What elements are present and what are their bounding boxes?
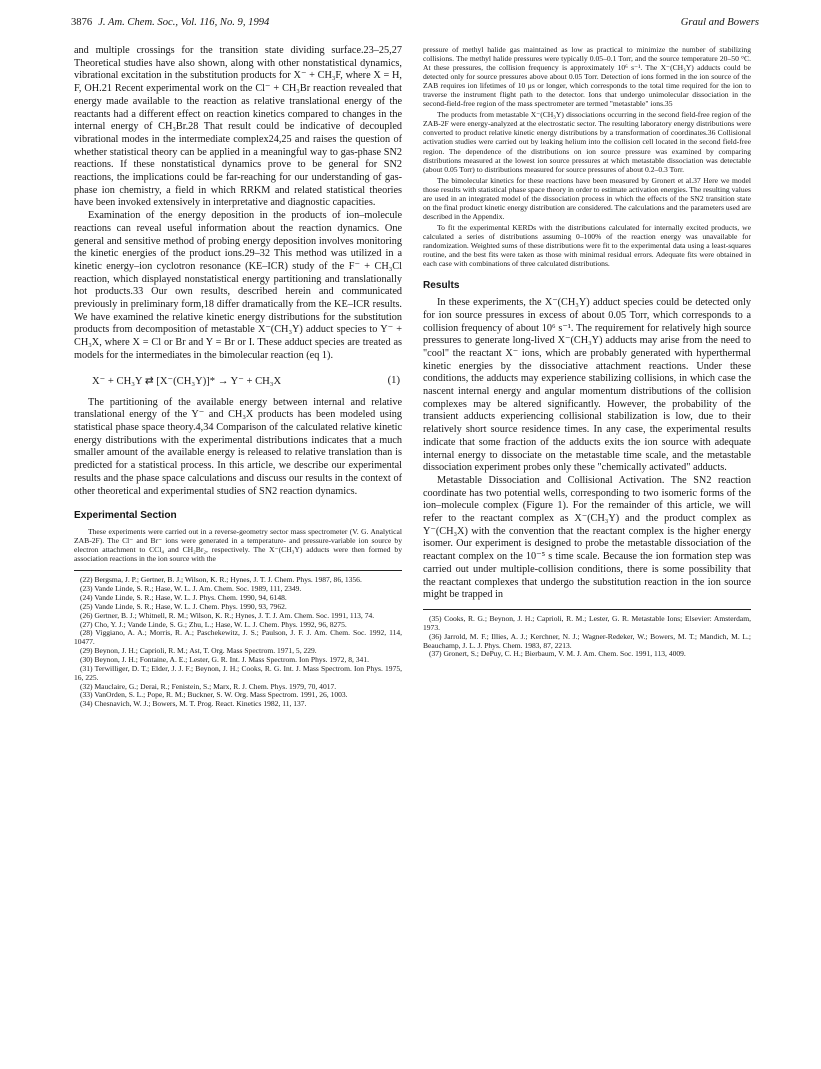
reference-item: (29) Beynon, J. H.; Caprioli, R. M.; Ast, T. Org. Mass Spectrom. 1971, 5, 229. bbox=[80, 646, 317, 656]
running-header bbox=[71, 17, 759, 33]
reference-item: (32) Mauclaire, G.; Derai, R.; Fenistein, S.; Marx, R. J. Chem. Phys. 1979, 70, 4017. bbox=[80, 681, 337, 691]
reference-item: (30) Beynon, J. H.; Fontaine, A. E.; Lester, G. R. Int. J. Mass Spectrom. Ion Phys. 1972, 8, 341. bbox=[80, 654, 369, 664]
equation-1 bbox=[74, 372, 402, 392]
reference-item: (28) Viggiano, A. A.; Morris, R. A.; Paschekewitz, J. S.; Paulson, J. F. J. Am. Chem. Soc. 1992, 114, 10477. bbox=[74, 628, 402, 647]
reference-item: (34) Chesnavich, W. J.; Bowers, M. T. Prog. React. Kinetics 1982, 11, 137. bbox=[80, 699, 307, 709]
experimental-section-heading: Experimental Section bbox=[74, 510, 177, 522]
reference-item: (37) Gronert, S.; DePuy, C. H.; Bierbaum, V. M. J. Am. Chem. Soc. 1991, 113, 4009. bbox=[429, 649, 686, 659]
journal-citation: J. Am. Chem. Soc., Vol. 116, No. 9, 1994 bbox=[98, 17, 270, 28]
page-number: 3876 bbox=[71, 17, 93, 28]
experimental-continued-1: pressure of methyl halide gas maintained as low as practical to minimize the number of stabilizing collisions. The methyl halide pressures were typically 0.05–0.1 Torr, and the source temperature 20–50 °C. At these pressures, the collision frequency is approximately 10⁶ s⁻¹. The X⁻(CH₃Y) adducts could be detected only for source pressures above about 0.05 Torr. Detection of ions formed in the ion source of the ZAB requires ion lifetimes of 10 μs or longer, which corresponds to the total time required for the ion to traverse the instrument flight path to the detector. Ions that undergo unimolecular dissociation in the second-field-free region of the mass spectrometer are termed "metastable" ions.35 bbox=[423, 45, 751, 109]
experimental-paragraph: These experiments were carried out in a reverse-geometry sector mass spectrometer (V. G. Analytical ZAB-2F). The Cl⁻ and Br⁻ ions were generated in a temperature- and pressure-variable ion source by electron attachment to CCl₄ and CH₂Br₂, respectively. The X⁻(CH₃Y) adducts were then formed by association reactions in the ion source with the bbox=[74, 527, 402, 564]
reference-item: (24) Vande Linde, S. R.; Hase, W. L. J. Phys. Chem. 1990, 94, 6148. bbox=[80, 593, 287, 603]
footnote-rule bbox=[74, 570, 402, 571]
reference-item: (23) Vande Linde, S. R.; Hase, W. L. J. Am. Chem. Soc. 1989, 111, 2349. bbox=[80, 584, 302, 594]
header-left bbox=[71, 17, 269, 28]
reference-item: (27) Cho, Y. J.; Vande Linde, S. G.; Zhu, L.; Hase, W. L. J. Chem. Phys. 1992, 96, 8275. bbox=[80, 619, 347, 629]
intro-paragraph-3: The partitioning of the available energy between internal and relative translational energy of the Y⁻ and CH₃X products has been modeled using statistical phase space theory.4,34 Comparison of the calculated relative kinetic energy distributions with the experimental distributions indicates that a much smaller amount of the available energy is released to relative translation than is predicted for a statistical process. In this article, we describe our experimental results and the phase space calculations and discuss our results in the context of other theoretical and experimental studies of SN2 reaction dynamics. bbox=[74, 396, 402, 497]
results-paragraph-2: Metastable Dissociation and Collisional Activation. The SN2 reaction coordinate has two potential wells, corresponding to two isomeric forms of the ion–molecule complex (Figure 1). For the remainder of this article, we will refer to the reactant complex as X⁻(CH₃Y) and the product complex as Y⁻(CH₃X) with the convention that the reactant complex is the higher energy isomer. Our experiment is designed to probe the metastable dissociation of the reactant complex on the 10⁻⁵ s time scale. Because the ion formation step was carried out under multiple-collision conditions, there is some possibility that the reactant complexes that undergo the substitution reaction in the ion source might be trapped in bbox=[423, 474, 751, 601]
results-section-heading: Results bbox=[423, 280, 460, 292]
left-column bbox=[74, 45, 402, 1055]
experimental-continued-4: To fit the experimental KERDs with the distributions calculated for internally excited products, we calculated a series of distributions assuming 0–100% of the reaction energy was unavailable for randomization. Weighted sums of these distributions were fit to the experimental data using a least-squares routine, and the best fits were taken as those with minimal residual errors. Adequate fits were obtained in each case with combinations of three calculated distributions. bbox=[423, 222, 751, 269]
reference-item: (36) Jarrold, M. F.; Illies, A. J.; Kerchner, N. J.; Wagner-Redeker, W.; Bowers, M. T.; Mandich, M. L.; Beauchamp, J. L. J. Phys. Chem. 1983, 87, 2213. bbox=[423, 631, 751, 650]
header-authors: Graul and Bowers bbox=[680, 17, 759, 28]
reference-item: (33) VanOrden, S. L.; Pope, R. M.; Buckner, S. W. Org. Mass Spectrom. 1991, 26, 1003. bbox=[80, 690, 348, 700]
reference-item: (31) Terwilliger, D. T.; Elder, J. J. F.; Beynon, J. H.; Cooks, R. G. Int. J. Mass Spectrom. Ion Phys. 1975, 16, 225. bbox=[74, 663, 402, 682]
experimental-continued-2: The products from metastable X⁻(CH₃Y) dissociations occurring in the second field-free region of the ZAB-2F were energy-analyzed at the electrostatic sector. The resulting laboratory energy distributions were converted to product relative kinetic energy distributions by a transformation of coordinates.36 Collisional activation studies were carried out by leaking helium into the collision cell located in the second field-free region. The dependence of the distributions on ion source pressure was examined by comparing distributions measured at the lowest ion source pressures at which metastable dissociation was detectable (about 0.05 Torr) to distributions measured for source pressures of about 0.2–0.3 Torr. bbox=[423, 110, 751, 174]
equation-number: (1) bbox=[387, 374, 400, 386]
right-column bbox=[423, 45, 751, 1055]
reference-list-left bbox=[74, 576, 402, 709]
reference-item: (22) Bergsma, J. P.; Gertner, B. J.; Wilson, K. R.; Hynes, J. T. J. Chem. Phys. 1987, 86, 1356. bbox=[80, 575, 362, 585]
results-paragraph-1: In these experiments, the X⁻(CH₃Y) adduct species could be detected only for ion source pressures in excess of about 0.05 Torr, which corresponds to a collision frequency of about 10⁶ s⁻¹. The requirement for relatively high source pressures to generate long-lived X⁻(CH₃Y) adducts may arise from the need to "cool" the reactant X⁻ ions, which are probably generated with hyperthermal kinetic energies by the dissociative attachment reactions. Under these conditions, the adducts may experience stabilizing collisions, in which case the nascent internal energy and angular momentum distributions of the collision complexes may be altered significantly. However, the probability of the transient adducts experiencing collisional stabilization is low, due to their relatively short source residence times. In any case, the experimental results indicate that some fraction of the adducts exits the ion source with adequate internal energy to dissociate on the metastable time scale, and the metastable dissociation experiment probes only these "chemically activated" adducts. bbox=[423, 297, 751, 474]
reference-item: (26) Gertner, B. J.; Whitnell, R. M.; Wilson, K. R.; Hynes, J. T. J. Am. Chem. Soc. 1991, 113, 74. bbox=[80, 610, 375, 620]
reference-list-right bbox=[423, 615, 751, 659]
intro-paragraph-2: Examination of the energy deposition in the products of ion–molecule reactions can reveal useful information about the reaction dynamics. One general and sensitive method of probing energy deposition involves monitoring the kinetic energies of the product ions.29–32 This method was utilized in a kinetic energy–ion cyclotron resonance (KE–ICR) study of the F⁻ + CH₃Cl reaction, which displayed nonstatistical energy partitioning and translationally hot products.33 Our own results, described herein and communicated previously in preliminary form,18 differ dramatically from the KE–ICR results. We have examined the relative kinetic energy distributions for the substitution products from decomposition of metastable X⁻(CH₃Y) adduct species to Y⁻ + CH₃X, where X = Cl or Br and Y = Br or I. These adduct species are treated as models for the intermediates in the bimolecular reaction (eq 1). bbox=[74, 210, 402, 361]
intro-paragraph-1: and multiple crossings for the transition state dividing surface.23–25,27 Theoretical studies have also shown, along with other nonstatistical dynamics, vibrational excitation in the substitution products for X⁻ + CH₃F, where X = H, F, OH.21 Recent experimental work on the Cl⁻ + CH₃Br reaction revealed that energy made available to the reaction as relative translational energy of the reactants had a different effect on reaction kinetics compared to changes in the internal energy of CH₃Br.28 That result could be indicative of decoupled vibrational modes in the intermediate complex24,25 and raises the question of whether statistical theory can be applied in a meaningful way to gas-phase SN2 reactions. If these nonstatistical dynamics prove to be general for SN2 reactions, the implications could be far-reaching for our understanding of gas-phase ion chemistry, a field in which RRKM and related statistical theories have been invoked extensively in interpretative and diagnostic capacities. bbox=[74, 45, 402, 209]
experimental-continued-3: The bimolecular kinetics for these reactions have been measured by Gronert et al.37 Here we model those results with statistical phase space theory in order to estimate activation energies. The resulting values are used in an integrated model of the dissociation process in which the effects of the SN2 transition state on the final product kinetic energy distribution are considered. The calculations and the parameters used are described in the Appendix. bbox=[423, 175, 751, 221]
equation-body: X⁻ + CH₃Y ⇄ [X⁻(CH₃Y)]* → Y⁻ + CH₃X bbox=[92, 375, 282, 387]
reference-item: (25) Vande Linde, S. R.; Hase, W. L. J. Chem. Phys. 1990, 93, 7962. bbox=[80, 601, 287, 611]
footnote-rule bbox=[423, 609, 751, 610]
reference-item: (35) Cooks, R. G.; Beynon, J. H.; Caprioli, R. M.; Lester, G. R. Metastable Ions; Elsevier: Amsterdam, 1973. bbox=[423, 614, 751, 632]
